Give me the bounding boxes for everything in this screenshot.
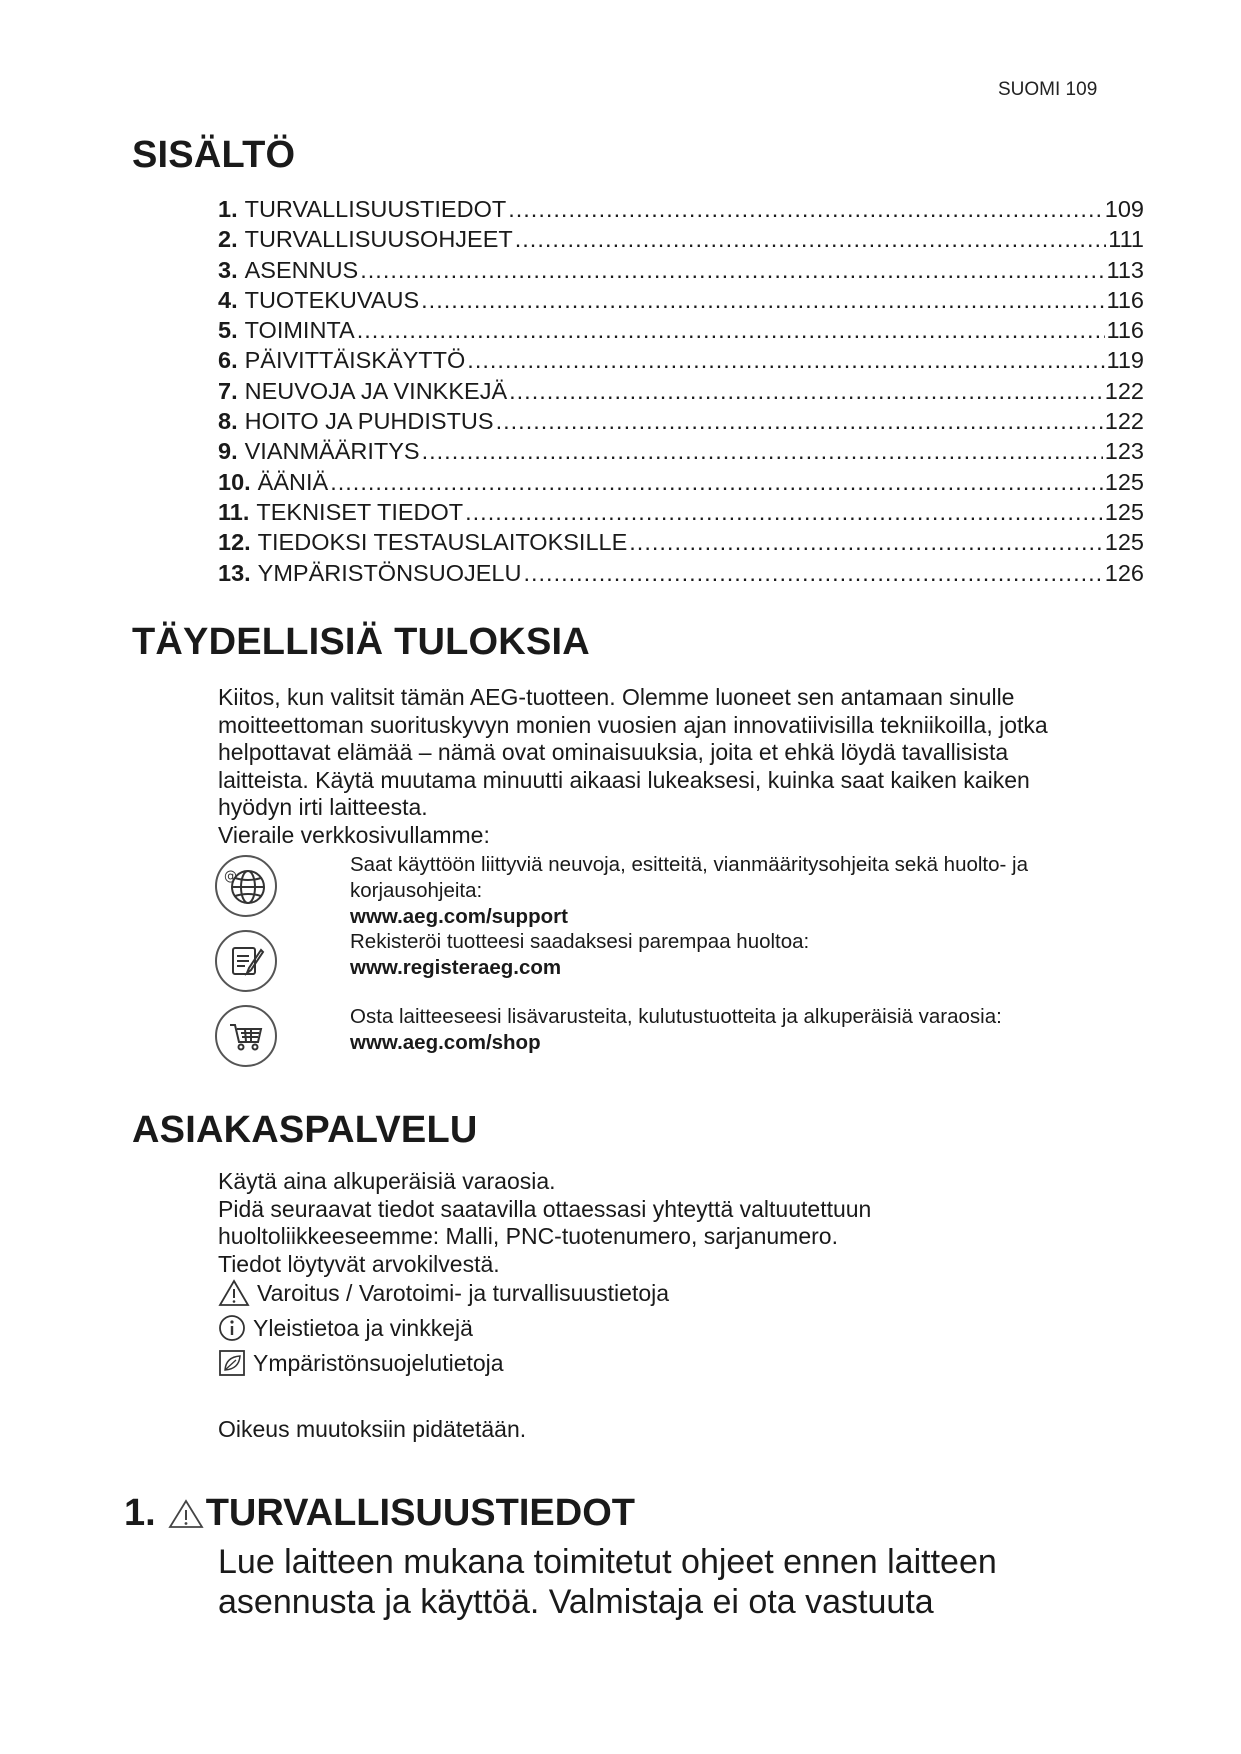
toc-item-title: TUOTEKUVAUS	[244, 286, 420, 313]
legend-label: Yleistietoa ja vinkkejä	[253, 1314, 473, 1341]
legend-environment	[218, 1349, 504, 1377]
toc-item-page: 122	[1104, 408, 1144, 435]
toc-leader-dots	[629, 529, 1103, 556]
legend-label: Ympäristönsuojelutietoja	[253, 1349, 504, 1376]
results-heading: TÄYDELLISIÄ TULOKSIA	[132, 621, 590, 663]
support-url-link[interactable]: www.aeg.com/support	[350, 905, 568, 928]
register-icon	[215, 930, 277, 992]
toc-item-title: VIANMÄÄRITYS	[244, 438, 420, 465]
svg-text:@: @	[224, 869, 237, 884]
toc-item-page: 123	[1104, 438, 1144, 465]
toc-item-title: PÄIVITTÄISKÄYTTÖ	[244, 347, 466, 374]
toc-leader-dots	[422, 438, 1103, 465]
service-line: huoltoliikkeeseemme: Malli, PNC-tuotenumero, sarjanumero.	[218, 1223, 838, 1249]
legend-info	[218, 1314, 473, 1342]
toc-item-number: 7.	[218, 377, 238, 404]
toc-item[interactable]	[218, 499, 1144, 529]
link-description: Saat käyttöön liittyviä neuvoja, esitteitä, vianmääritysohjeita sekä huolto- ja	[350, 853, 1029, 876]
toc-item-page: 113	[1106, 256, 1144, 283]
intro-line: moitteettoman suorituskyvyn monien vuosien ajan innovatiivisilla tekniikoilla, jotka	[218, 711, 1048, 738]
safety-section-number: 1.	[124, 1492, 156, 1534]
toc-item[interactable]	[218, 347, 1144, 377]
register-url-link[interactable]: www.registeraeg.com	[350, 956, 562, 979]
toc-item[interactable]	[218, 378, 1144, 408]
toc-item-page: 125	[1104, 498, 1144, 525]
toc-item-page: 111	[1108, 226, 1144, 253]
info-icon	[218, 1314, 246, 1342]
toc-item-title: ASENNUS	[244, 256, 359, 283]
toc-item-title: HOITO JA PUHDISTUS	[244, 408, 494, 435]
toc-leader-dots	[496, 408, 1103, 435]
toc-leader-dots	[357, 317, 1105, 344]
toc-item-title: NEUVOJA JA VINKKEJÄ	[244, 377, 508, 404]
intro-line: Kiitos, kun valitsit tämän AEG-tuotteen. Olemme luoneet sen antamaan sinulle	[218, 684, 1015, 710]
service-line: Pidä seuraavat tiedot saatavilla ottaessasi yhteyttä valtuutettuun	[218, 1195, 872, 1222]
toc-item[interactable]	[218, 529, 1144, 559]
toc-item-page: 126	[1104, 559, 1144, 586]
toc-item-number: 8.	[218, 408, 238, 435]
toc-item-page: 125	[1104, 529, 1144, 556]
toc-item[interactable]	[218, 226, 1144, 256]
safety-line: Lue laitteen mukana toimitetut ohjeet ennen laitteen	[218, 1543, 997, 1581]
service-line: Käytä aina alkuperäisiä varaosia.	[218, 1168, 556, 1194]
toc-item-number: 2.	[218, 226, 238, 253]
toc-item-number: 6.	[218, 347, 238, 374]
toc-item-page: 116	[1106, 286, 1144, 313]
safety-line: asennusta ja käyttöä. Valmistaja ei ota vastuuta	[218, 1583, 934, 1621]
toc-item-page: 116	[1106, 317, 1144, 344]
toc-item[interactable]	[218, 317, 1144, 347]
toc-item[interactable]	[218, 287, 1144, 317]
toc-item-page: 125	[1104, 468, 1144, 495]
intro-line: hyödyn irti laitteesta.	[218, 794, 428, 820]
toc-item[interactable]	[218, 257, 1144, 287]
toc-leader-dots	[360, 257, 1104, 284]
link-description: korjausohjeita:	[350, 879, 483, 902]
service-line: Tiedot löytyvät arvokilvestä.	[218, 1250, 500, 1277]
toc-leader-dots	[509, 378, 1103, 405]
toc-item-number: 5.	[218, 317, 238, 344]
register-link-block	[350, 929, 1150, 981]
toc-heading: SISÄLTÖ	[132, 134, 296, 176]
shop-url-link[interactable]: www.aeg.com/shop	[350, 1031, 541, 1054]
support-link-block	[350, 852, 1150, 930]
intro-line: helpottavat elämää – nämä ovat ominaisuuksia, joita et ehkä löydä tavallisista	[218, 739, 1009, 765]
table-of-contents	[218, 196, 1144, 590]
intro-paragraph	[218, 684, 1148, 822]
warning-icon	[218, 1279, 250, 1307]
toc-item[interactable]	[218, 408, 1144, 438]
toc-item-title: ÄÄNIÄ	[257, 468, 329, 495]
toc-item-number: 1.	[218, 196, 238, 222]
toc-item-title: TURVALLISUUSTIEDOT	[244, 196, 507, 222]
safety-section-title: TURVALLISUUSTIEDOT	[205, 1492, 635, 1534]
service-paragraph	[218, 1168, 871, 1278]
safety-section-heading	[124, 1492, 635, 1535]
page-number-label: SUOMI 109	[998, 79, 1098, 100]
toc-leader-dots	[465, 499, 1103, 526]
toc-leader-dots	[515, 226, 1107, 253]
visit-website-label: Vieraile verkkosivullamme:	[218, 822, 490, 848]
toc-item-page: 109	[1104, 196, 1144, 222]
warning-icon	[168, 1499, 204, 1529]
link-description: Rekisteröi tuotteesi saadaksesi parempaa huoltoa:	[350, 930, 810, 953]
toc-leader-dots	[523, 560, 1102, 587]
leaf-icon	[218, 1349, 246, 1377]
disclaimer-text: Oikeus muutoksiin pidätetään.	[218, 1416, 527, 1442]
toc-item-number: 4.	[218, 286, 238, 313]
toc-item-number: 10.	[218, 468, 251, 495]
toc-item-title: TEKNISET TIEDOT	[256, 498, 464, 525]
shop-link-block	[350, 1004, 1150, 1056]
legend-label: Varoitus / Varotoimi- ja turvallisuustietoja	[257, 1279, 670, 1306]
intro-line: laitteista. Käytä muutama minuutti aikaasi lukeaksesi, kuinka saat kaiken kaiken	[218, 766, 1030, 793]
toc-leader-dots	[508, 196, 1103, 223]
toc-item-title: TIEDOKSI TESTAUSLAITOKSILLE	[257, 529, 628, 556]
cart-icon	[215, 1005, 277, 1067]
toc-leader-dots	[330, 469, 1103, 496]
toc-item-number: 11.	[218, 498, 250, 525]
toc-leader-dots	[421, 287, 1104, 314]
link-description: Osta laitteeseesi lisävarusteita, kulutustuotteita ja alkuperäisiä varaosia:	[350, 1005, 1002, 1028]
toc-item[interactable]	[218, 560, 1144, 590]
toc-item-number: 3.	[218, 256, 238, 283]
toc-item-title: TOIMINTA	[244, 317, 355, 344]
toc-item-title: TURVALLISUUSOHJEET	[244, 226, 513, 253]
toc-item-number: 9.	[218, 438, 238, 465]
toc-item[interactable]	[218, 469, 1144, 499]
globe-icon	[215, 855, 277, 917]
toc-item-page: 119	[1106, 347, 1144, 374]
toc-item[interactable]	[218, 438, 1144, 468]
toc-item-title: YMPÄRISTÖNSUOJELU	[257, 559, 522, 586]
toc-item-number: 12.	[218, 529, 251, 556]
safety-intro-paragraph	[218, 1542, 1118, 1622]
legend-warning	[218, 1279, 669, 1307]
toc-item-page: 122	[1104, 377, 1144, 404]
toc-leader-dots	[467, 347, 1104, 374]
toc-item[interactable]	[218, 196, 1144, 226]
toc-item-number: 13.	[218, 559, 251, 586]
service-heading: ASIAKASPALVELU	[132, 1109, 478, 1151]
